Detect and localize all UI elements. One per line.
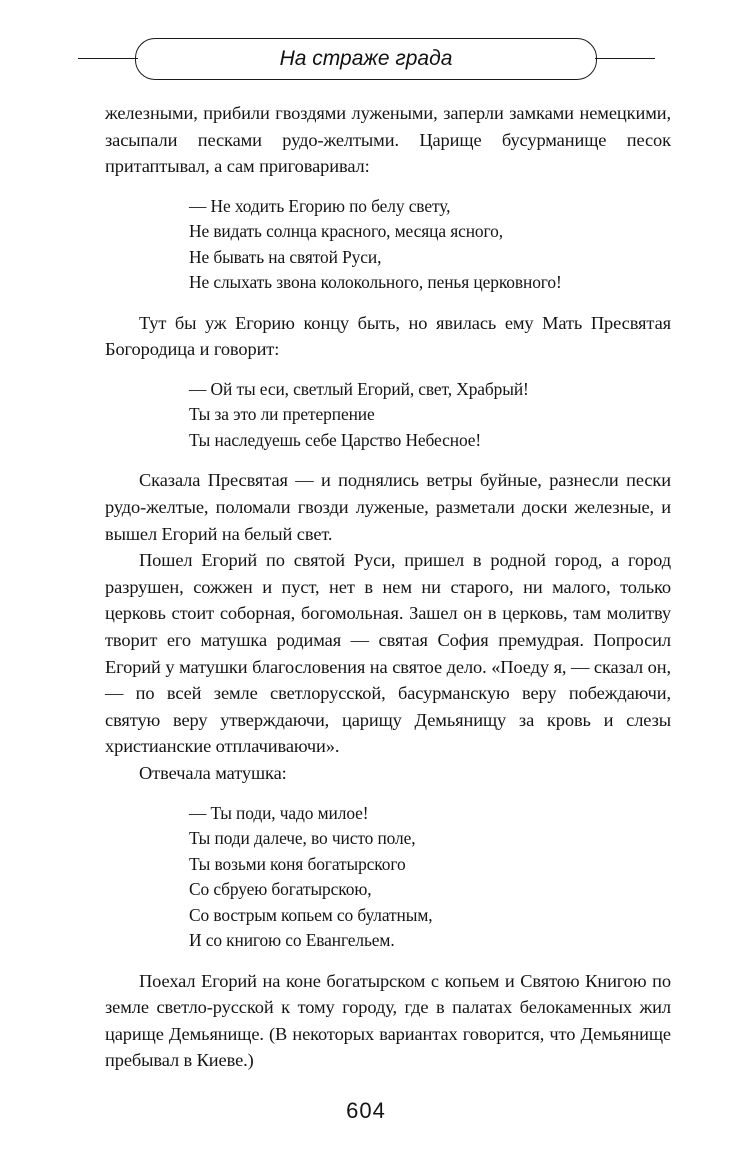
- paragraph: Сказала Пресвятая — и поднялись ветры буйные, разнесли пески рудо-желтые, поломали гвозди луженые, разметали доски железные, и вышел Егорий на белый свет.: [105, 470, 671, 544]
- verse-block: [189, 801, 671, 954]
- running-header: [0, 36, 732, 82]
- verse-line: — Ты поди, чадо милое!: [189, 802, 369, 823]
- header-rule-right: [595, 58, 655, 59]
- paragraph: железными, прибили гвоздями лужеными, заперли замками немецкими, засыпали песками рудо-желтыми. Царище бусурманище песок притаптывал, а сам приговаривал:: [105, 103, 671, 177]
- paragraph: Отвечала матушка:: [139, 763, 287, 783]
- verse-line: Ты наследуешь себе Царство Небесное!: [189, 429, 482, 450]
- page-body: [105, 100, 671, 1074]
- header-rule-left: [78, 58, 138, 59]
- verse-line: — Не ходить Егорию по белу свету,: [189, 195, 451, 216]
- paragraph: Пошел Егорий по святой Руси, пришел в родной город, а город разрушен, сожжен и пуст, нет в нем ни старого, ни малого, только церковь стоит соборная, богомольная. Зашел он в церковь, там молитву творит его матушка родимая — святая София премудрая. Попросил Егорий у матушки благословения на святое дело. «Поеду я, — сказал он, — по всей земле светлорусской, басурманскую веру побеждаючи, святую веру утверждаючи, царищу Демьянищу за кровь и слезы христианские отплачиваючи».: [105, 550, 671, 757]
- verse-line: Ты за это ли претерпение: [189, 404, 375, 425]
- paragraph: Тут бы уж Егорию концу быть, но явилась ему Мать Пресвятая Богородица и говорит:: [105, 312, 671, 360]
- verse-line: Не слыхать звона колокольного, пенья церковного!: [189, 272, 562, 293]
- verse-line: Со вострым копьем со булатным,: [189, 904, 433, 925]
- verse-line: Не видать солнца красного, месяца ясного,: [189, 221, 503, 242]
- paragraph: Поехал Егорий на коне богатырском с копьем и Святою Книгою по земле светло-русской к тому городу, где в палатах белокаменных жил царище Демьянище. (В некоторых вариантах говорится, что Демьянище пребывал в Киеве.): [105, 970, 671, 1071]
- verse-line: Ты возьми коня богатырского: [189, 853, 406, 874]
- verse-block: [189, 194, 671, 296]
- page-number: 604: [346, 1098, 386, 1123]
- verse-block: [189, 377, 671, 454]
- verse-line: И со книгою со Евангельем.: [189, 930, 395, 951]
- verse-line: Ты поди далече, во чисто поле,: [189, 828, 416, 849]
- verse-line: — Ой ты еси, светлый Егорий, свет, Храбрый!: [189, 378, 529, 399]
- running-title: На страже града: [279, 47, 453, 70]
- verse-line: Со сбруею богатырскою,: [189, 879, 372, 900]
- verse-line: Не бывать на святой Руси,: [189, 246, 382, 267]
